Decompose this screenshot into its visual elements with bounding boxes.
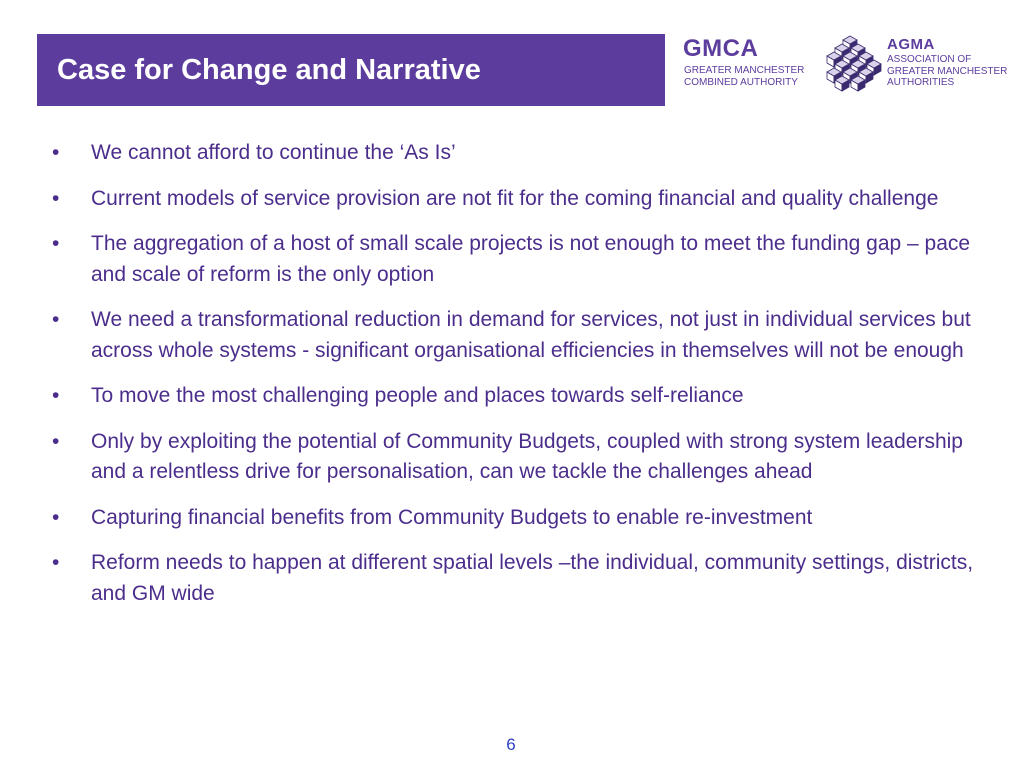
bullet-list: [52, 138, 992, 624]
bullet-item: [52, 427, 992, 488]
gmca-logo: [683, 36, 823, 92]
agma-logo-line1: ASSOCIATION OF: [887, 54, 972, 65]
bullet-dot: •: [52, 186, 60, 210]
bullet-item: [52, 305, 992, 366]
title-bar: [37, 34, 665, 106]
page-number: 6: [506, 735, 516, 754]
agma-logo-line2: GREATER MANCHESTER: [887, 66, 1008, 77]
gmca-logo-brand: GMCA: [683, 35, 759, 62]
bullet-item: [52, 381, 992, 412]
bullet-text: We need a transformational reduction in demand for services, not just in individual services but across whole systems - significant organisational efficiencies in themselves will not be enough: [91, 308, 971, 362]
bullet-item: [52, 229, 992, 290]
bullet-text: Current models of service provision are not fit for the coming financial and quality challenge: [91, 186, 939, 210]
agma-logo: [887, 36, 1022, 92]
bullet-dot: •: [52, 551, 60, 574]
agma-logo-line3: AUTHORITIES: [887, 77, 955, 88]
bullet-item: [52, 548, 992, 609]
stacked-cubes-icon: [820, 34, 884, 94]
bullet-item: [52, 503, 992, 534]
slide-title: Case for Change and Narrative: [57, 54, 481, 86]
gmca-logo-line1: GREATER MANCHESTER: [684, 65, 805, 76]
bullet-text: The aggregation of a host of small scale projects is not enough to meet the funding gap – pace and scale of reform is the only option: [91, 232, 971, 286]
bullet-item: [52, 138, 992, 169]
bullet-dot: •: [52, 505, 60, 529]
bullet-dot: •: [52, 429, 60, 453]
bullet-text: We cannot afford to continue the ‘As Is’: [91, 141, 456, 164]
bullet-dot: •: [52, 308, 60, 331]
gmca-logo-line2: COMBINED AUTHORITY: [684, 77, 798, 88]
bullet-text: Reform needs to happen at different spatial levels –the individual, community settings, districts, and GM wide: [91, 551, 974, 605]
bullet-text: Only by exploiting the potential of Community Budgets, coupled with strong system leadership and a relentless drive for personalisation, can we tackle the challenges ahead: [91, 429, 963, 483]
agma-logo-brand: AGMA: [887, 36, 935, 53]
bullet-text: Capturing financial benefits from Community Budgets to enable re-investment: [91, 505, 813, 529]
bullet-dot: •: [52, 232, 60, 255]
bullet-item: [52, 184, 992, 215]
bullet-text: To move the most challenging people and places towards self-reliance: [91, 384, 744, 407]
bullet-dot: •: [52, 141, 60, 164]
bullet-dot: •: [52, 384, 60, 407]
